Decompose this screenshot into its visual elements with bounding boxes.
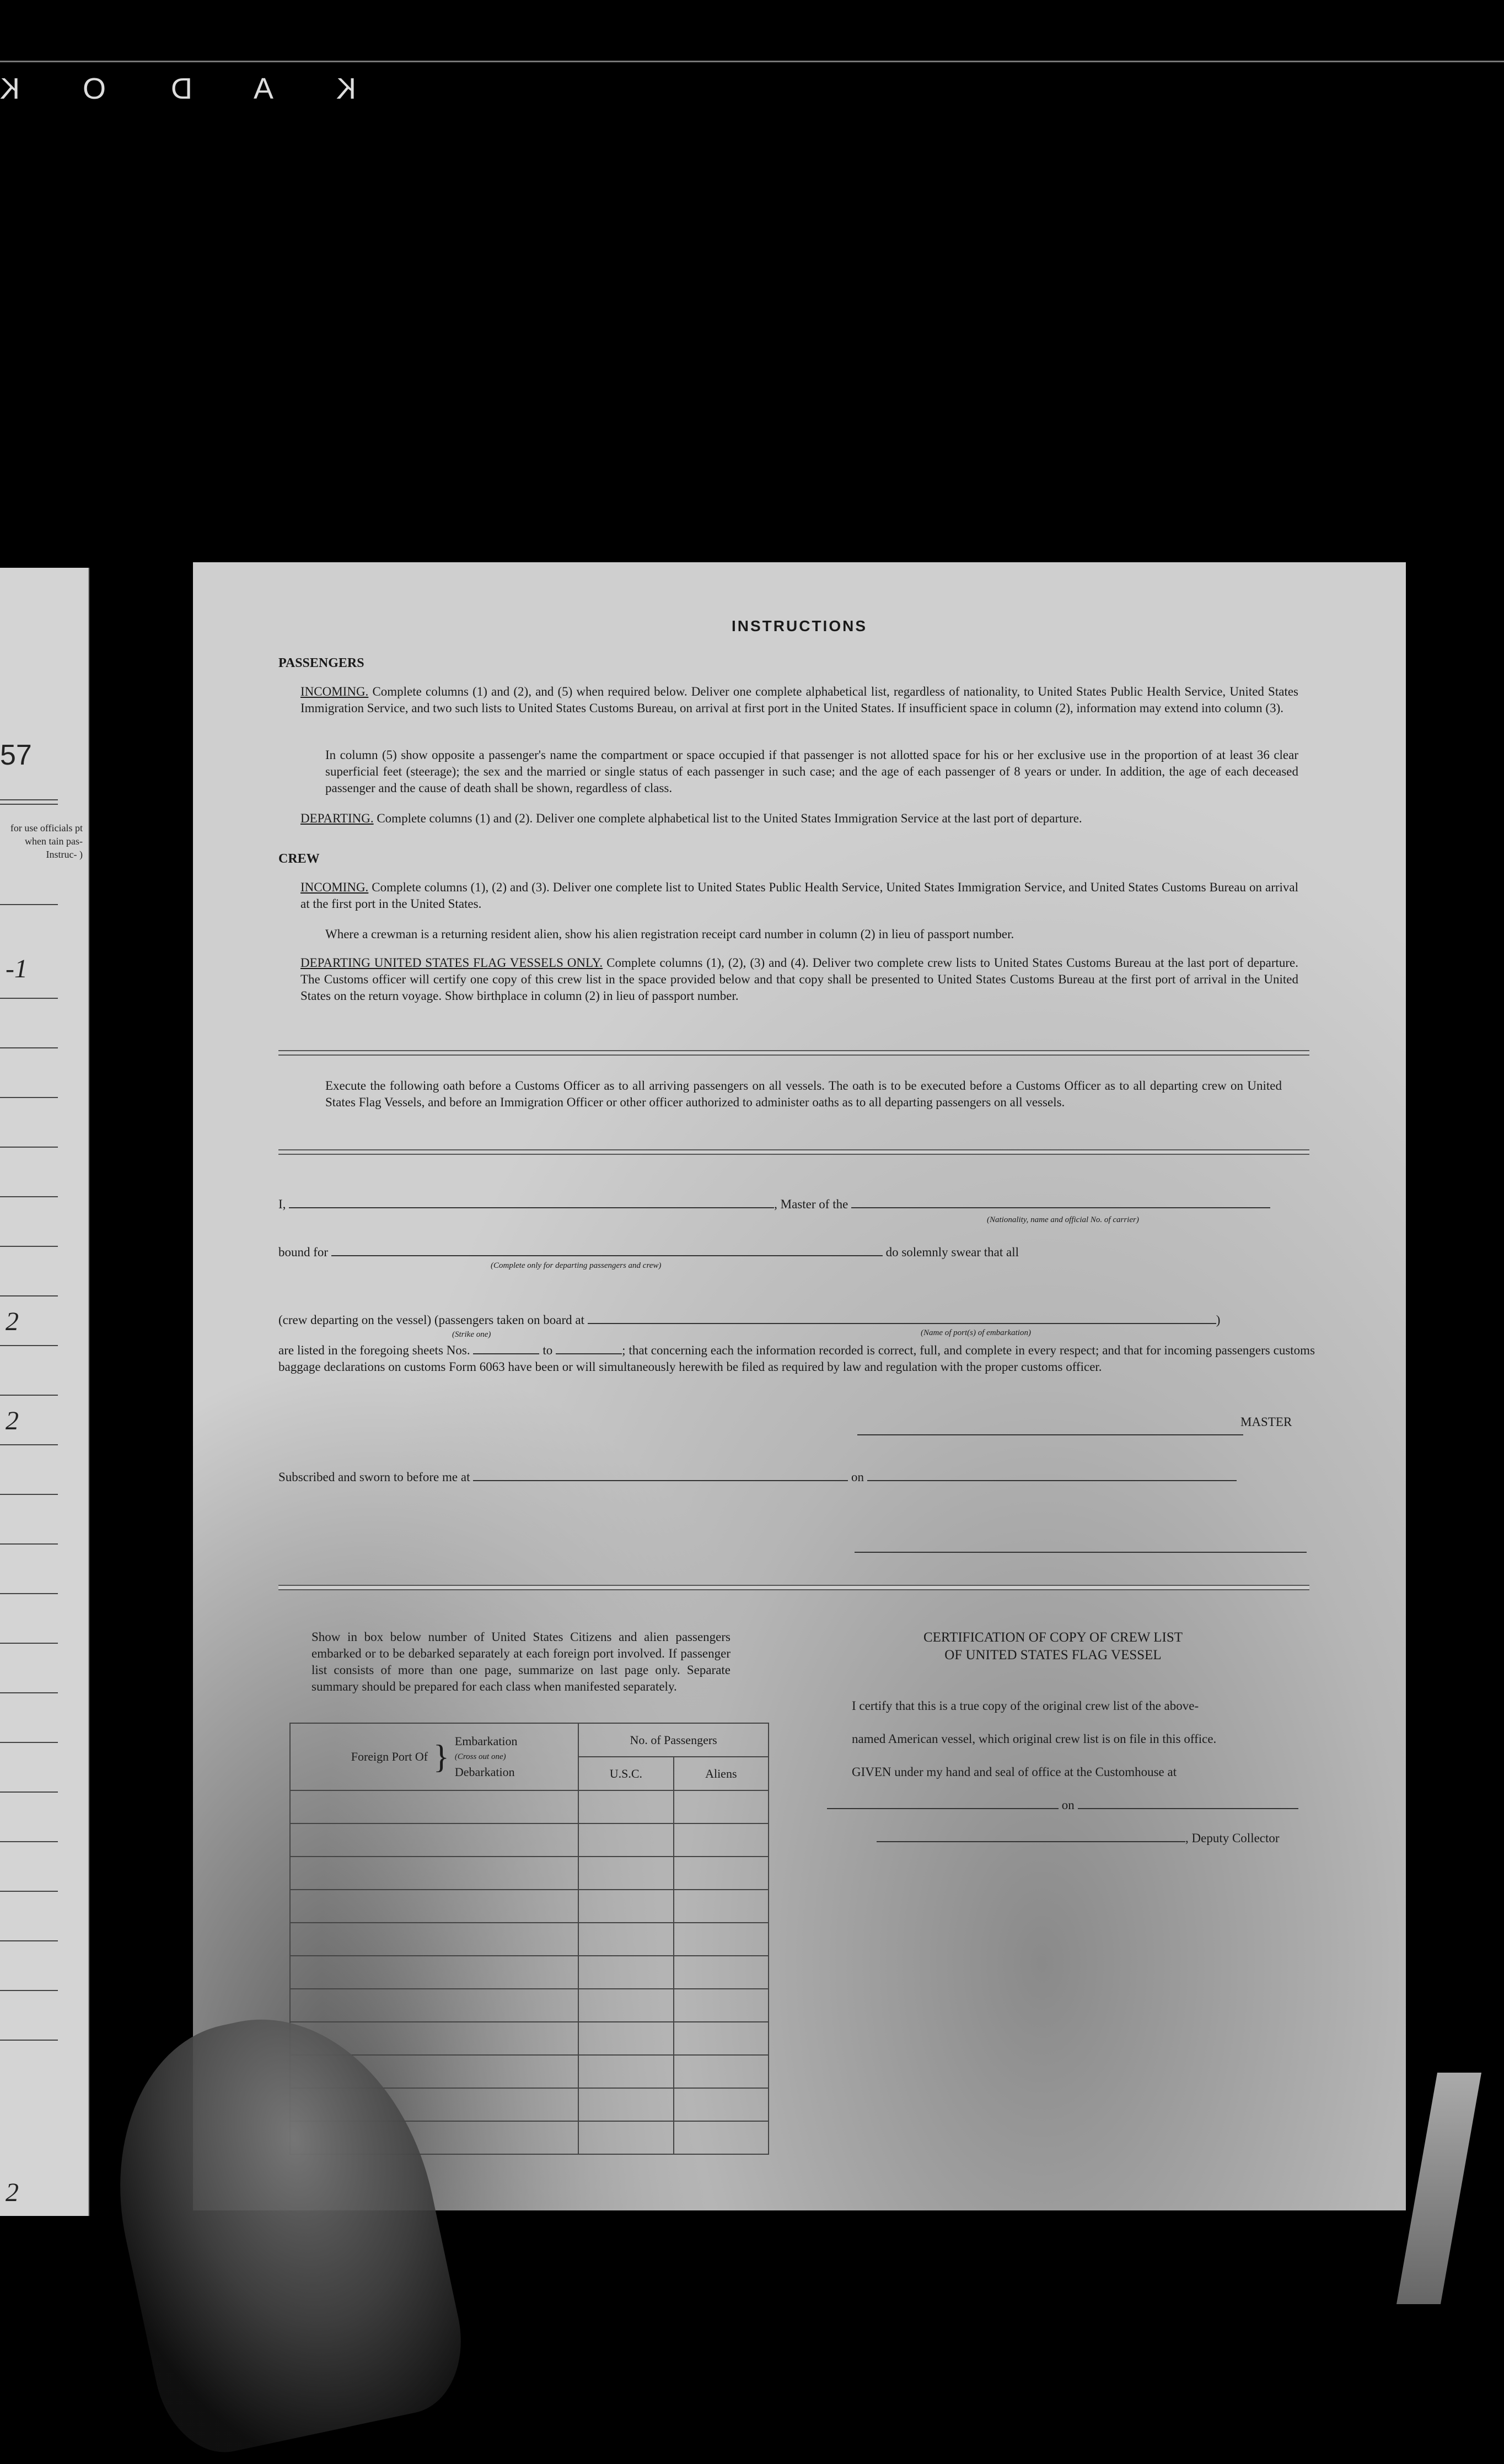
cross-out-label: (Cross out one) (454, 1752, 506, 1761)
strip-rule (0, 1147, 58, 1148)
crew-departing-label: DEPARTING UNITED STATES FLAG VESSELS ONLY. (300, 956, 603, 970)
usc-cell[interactable] (578, 1923, 673, 1956)
table-row (290, 1989, 769, 2022)
customhouse-field[interactable] (827, 1808, 1059, 1809)
master-of-text: , Master of the (774, 1197, 848, 1211)
cert-text-2: named American vessel, which original crew list is on file in this office. (852, 1732, 1217, 1746)
strip-rule (0, 2040, 58, 2041)
crew-incoming-label: INCOMING. (300, 880, 369, 894)
film-edge (0, 61, 1504, 62)
aliens-cell[interactable] (674, 1790, 769, 1823)
oath-line-1 (278, 1196, 1315, 1213)
passengers-incoming (300, 684, 1298, 717)
master-name-field[interactable] (289, 1207, 774, 1208)
departing-text: Complete columns (1) and (2). Deliver one complete alphabetical list to the United States Immigration Service at the last port of departure. (377, 811, 1082, 825)
port-cell[interactable] (290, 1790, 578, 1823)
strip-rule (0, 1196, 58, 1197)
incoming-text: Complete columns (1) and (2), and (5) when required below. Deliver one complete alphabetical list, regardless of nationality, to United States Public Health Service, United States Immigration Service, and two such lists to United States Customs Bureau, on arrival at first port in the United States. If insufficient space in column (2), information may extend into column (3). (300, 685, 1298, 715)
crew-line-text: (crew departing on the vessel) (passengers taken on board at (278, 1313, 584, 1327)
usc-cell[interactable] (578, 1857, 673, 1890)
aliens-cell[interactable] (674, 1989, 769, 2022)
aliens-header: Aliens (674, 1757, 769, 1790)
strip-rule (0, 1395, 58, 1396)
port-header-cell (290, 1723, 578, 1790)
table-row (290, 1857, 769, 1890)
aliens-cell[interactable] (674, 1890, 769, 1923)
strip-rule (0, 1543, 58, 1545)
carrier-caption: (Nationality, name and official No. of carrier) (987, 1215, 1139, 1224)
strip-rule (0, 1742, 58, 1743)
brace-symbol: } (433, 1739, 449, 1775)
port-cell[interactable] (290, 1857, 578, 1890)
subscribed-line (278, 1469, 1315, 1486)
cert-date-field[interactable] (1078, 1808, 1298, 1809)
strip-rule (0, 904, 58, 905)
film-letter: K (0, 72, 20, 105)
aliens-cell[interactable] (674, 2055, 769, 2088)
sheet-to-field[interactable] (556, 1353, 622, 1354)
strip-note: for use officials pt when tain pas- Instruc- ) (10, 822, 83, 860)
strip-rule (0, 1097, 58, 1098)
film-letter: O (83, 72, 106, 105)
cert-text-3: GIVEN under my hand and seal of office at the Customhouse at (852, 1765, 1177, 1779)
sheet-from-field[interactable] (473, 1353, 539, 1354)
strip-rule (0, 1047, 58, 1048)
bound-for-text: bound for (278, 1245, 329, 1259)
strip-rule (0, 1643, 58, 1644)
crew-incoming-text: Complete columns (1), (2) and (3). Deliver one complete list to United States Public Health Service, United States Immigration Service, and United States Customs Bureau on arrival at the first port in the United States. (300, 880, 1298, 911)
film-letter: A (254, 72, 274, 105)
certification-title (799, 1629, 1307, 1664)
strike-caption: (Strike one) (452, 1330, 491, 1339)
strip-rule (0, 1692, 58, 1693)
usc-header: U.S.C. (578, 1757, 673, 1790)
usc-cell[interactable] (578, 1890, 673, 1923)
crew-departing (300, 955, 1298, 1004)
passengers-departing (300, 810, 1298, 827)
strip-rule (0, 804, 58, 805)
sworn-date-field[interactable] (867, 1480, 1237, 1481)
usc-cell[interactable] (578, 1790, 673, 1823)
usc-cell[interactable] (578, 1823, 673, 1857)
table-row (290, 2022, 769, 2055)
ports-caption: (Name of port(s) of embarkation) (921, 1328, 1031, 1337)
film-letter: K (336, 72, 357, 105)
deputy-signature-field[interactable] (877, 1841, 1185, 1842)
aliens-cell[interactable] (674, 2088, 769, 2121)
incoming-label: INCOMING. (300, 685, 369, 698)
strip-rule (0, 1494, 58, 1495)
passengers-heading: PASSENGERS (278, 656, 364, 670)
carrier-field[interactable] (851, 1207, 1270, 1208)
officer-signature-field[interactable] (855, 1552, 1307, 1553)
strip-rule (0, 1444, 58, 1445)
debarkation-label: Debarkation (454, 1765, 515, 1779)
foreign-port-label: Foreign Port Of (351, 1750, 428, 1763)
table-row (290, 1923, 769, 1956)
film-shadow (1396, 2073, 1481, 2304)
strip-rule (0, 1891, 58, 1892)
strip-mark: 2 (6, 2178, 19, 2207)
usc-cell[interactable] (578, 2121, 673, 2154)
subscribed-text: Subscribed and sworn to before me at (278, 1470, 470, 1484)
film-brand-mark (0, 72, 386, 116)
strip-number: 57 (0, 739, 32, 771)
deputy-line (877, 1830, 1312, 1847)
strip-rule (0, 998, 58, 999)
form-page (193, 562, 1406, 2210)
usc-cell[interactable] (578, 2022, 673, 2055)
aliens-cell[interactable] (674, 1956, 769, 1989)
oath-line-2 (278, 1244, 1315, 1261)
bound-caption: (Complete only for departing passengers and crew) (491, 1261, 662, 1270)
oath-i: I, (278, 1197, 286, 1211)
usc-cell[interactable] (578, 2055, 673, 2088)
bound-for-field[interactable] (331, 1255, 883, 1256)
strip-rule (0, 1246, 58, 1247)
table-row (290, 1956, 769, 1989)
adjacent-page-strip (0, 568, 89, 2216)
embarkation-label: Embarkation (454, 1734, 518, 1748)
embarkation-port-field[interactable] (588, 1323, 1216, 1324)
aliens-cell[interactable] (674, 2121, 769, 2154)
port-cell[interactable] (290, 1890, 578, 1923)
usc-cell[interactable] (578, 1956, 673, 1989)
strip-mark: 2 (6, 1307, 19, 1336)
departing-label: DEPARTING. (300, 811, 374, 825)
strip-rule (0, 1295, 58, 1296)
port-cell[interactable] (290, 1989, 578, 2022)
table-row (290, 1790, 769, 1823)
port-cell[interactable] (290, 1823, 578, 1857)
cert-on-text: on (1061, 1798, 1075, 1812)
crew-heading: CREW (278, 852, 320, 866)
divider (278, 1050, 1309, 1056)
strip-rule (0, 1990, 58, 1991)
strip-rule (0, 1940, 58, 1941)
crew-departing-text: Complete columns (1), (2), (3) and (4). Deliver two complete crew lists to United States Customs Bureau at the last port of departure. The Customs officer will certify one copy of this crew list in the space provided below and that copy shall be presented to United States Customs Bureau at the first port of arrival in the United States on the return voyage. Show birthplace in column (2) in lieu of passport number. (300, 956, 1299, 1003)
deputy-label: , Deputy Collector (1185, 1831, 1280, 1845)
oath-instruction: Execute the following oath before a Customs Officer as to all arriving passengers on all vessels. The oath is to be executed before a Customs Officer as to all departing crew on United States Flag Vessels, and before an Immigration Officer or other officer authorized to administer oaths as to all departing passengers on all vessels. (325, 1079, 1282, 1109)
port-cell[interactable] (290, 1956, 578, 1989)
cert-on-line (827, 1797, 1312, 1814)
divider (278, 1585, 1309, 1590)
strip-rule (0, 1593, 58, 1594)
cert-title-1: CERTIFICATION OF COPY OF CREW LIST (923, 1630, 1183, 1645)
port-cell[interactable] (290, 1923, 578, 1956)
oath-line-4 (278, 1342, 1315, 1375)
strip-rule (0, 799, 58, 800)
swear-text: do solemnly swear that all (885, 1245, 1019, 1259)
summary-instruction: Show in box below number of United States Citizens and alien passengers embarked or to be debarked separately at each foreign port involved. If passenger list consists of more than one page, summarize on last page only. Separate summary should be prepared for each class when manifested separately. (311, 1630, 730, 1693)
aliens-cell[interactable] (674, 1823, 769, 1857)
sworn-place-field[interactable] (473, 1480, 848, 1481)
table-row (290, 1823, 769, 1857)
table-row (290, 1890, 769, 1923)
on-text: on (851, 1470, 864, 1484)
master-label: MASTER (1240, 1415, 1292, 1429)
master-signature-field[interactable] (857, 1422, 1243, 1435)
film-letter: D (171, 72, 192, 105)
listed-in-text: are listed in the foregoing sheets Nos. (278, 1343, 470, 1357)
oath-line-3 (278, 1312, 1315, 1328)
divider (278, 1149, 1309, 1155)
page-title: INSTRUCTIONS (732, 617, 867, 634)
strip-rule (0, 1791, 58, 1793)
passengers-incoming-note: In column (5) show opposite a passenger's name the compartment or space occupied if that passenger is not allotted space for his or her exclusive use in the proportion of at least 36 clear superficial feet (steerage); the sex and the married or single status of each passenger in such case; and the age of each passenger of 8 years or under. In addition, the age of each deceased passenger and the cause of death shall be shown, regardless of class. (325, 748, 1298, 795)
aliens-cell[interactable] (674, 1857, 769, 1890)
listed-rest-text: ; that concerning each the information recorded is correct, full, and complete in every respect; and that for incoming passengers customs baggage declarations on customs Form 6063 have been or will simultaneously herewith be filed as required by law and regulation with the proper customs officer. (278, 1343, 1315, 1374)
no-passengers-header: No. of Passengers (578, 1723, 769, 1757)
to-text: to (542, 1343, 553, 1357)
usc-cell[interactable] (578, 1989, 673, 2022)
strip-rule (0, 1841, 58, 1842)
crew-incoming (300, 879, 1298, 912)
strip-rule (0, 1345, 58, 1346)
aliens-cell[interactable] (674, 1923, 769, 1956)
usc-cell[interactable] (578, 2088, 673, 2121)
aliens-cell[interactable] (674, 2022, 769, 2055)
strip-mark: -1 (6, 954, 28, 983)
cert-text-1: I certify that this is a true copy of the original crew list of the above- (852, 1699, 1199, 1713)
crew-incoming-note: Where a crewman is a returning resident alien, show his alien registration receipt card number in column (2) in lieu of passport number. (325, 927, 1014, 941)
strip-mark: 2 (6, 1406, 19, 1435)
cert-title-2: OF UNITED STATES FLAG VESSEL (944, 1648, 1162, 1663)
close-paren: ) (1216, 1313, 1221, 1327)
